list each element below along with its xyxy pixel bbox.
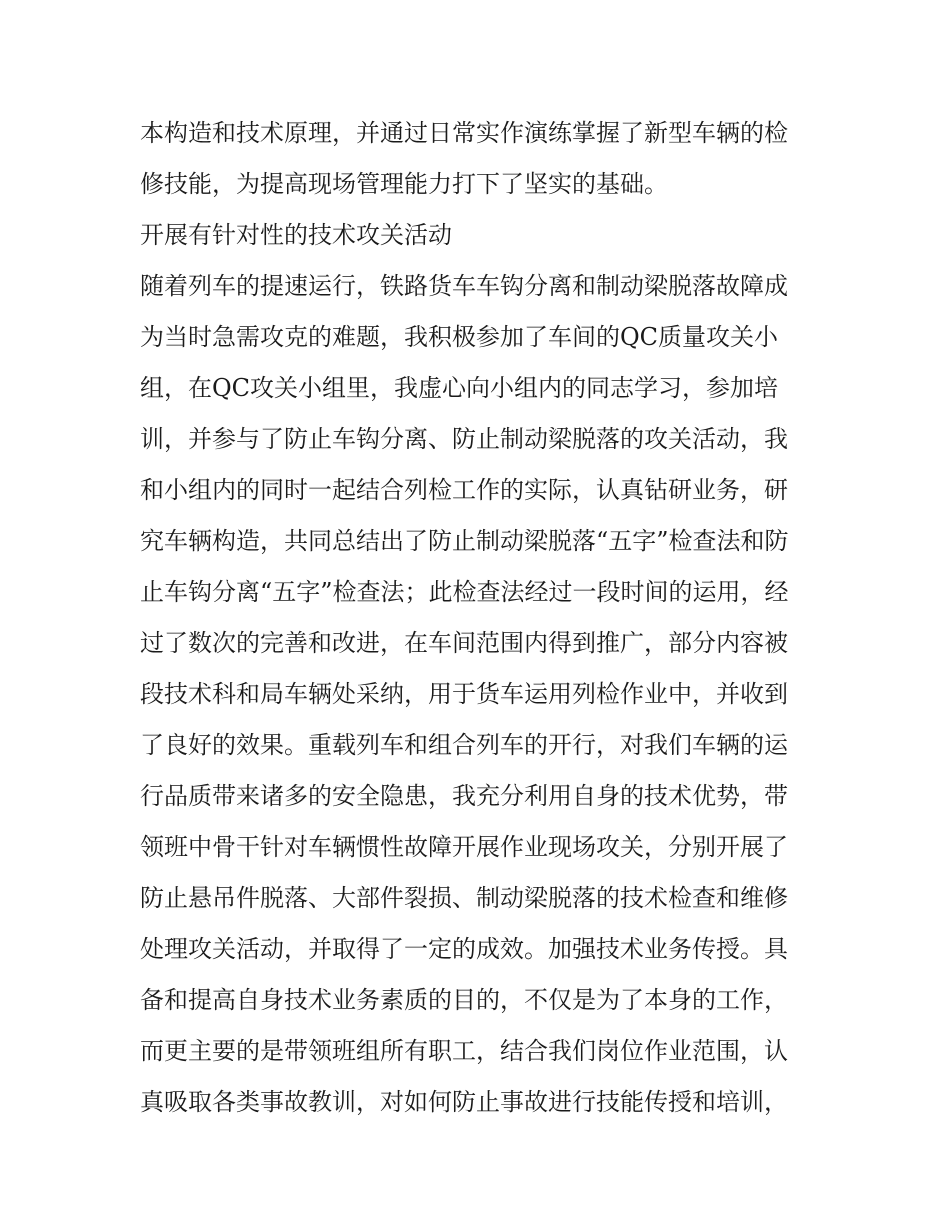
section-heading: 开展有针对性的技术攻关活动 bbox=[140, 221, 452, 249]
text-line: 随着列车的提速运行，铁路货车车钩分离和制动梁脱落故障成 bbox=[140, 272, 788, 300]
text-line: 组，在QC攻关小组里，我虚心向小组内的同志学习，参加培 bbox=[140, 374, 779, 402]
text-line: 真吸取各类事故教训，对如何防止事故进行技能传授和培训， bbox=[140, 1088, 788, 1116]
text-line: 而更主要的是带领班组所有职工，结合我们岗位作业范围，认 bbox=[140, 1037, 788, 1065]
text-line: 处理攻关活动，并取得了一定的成效。加强技术业务传授。具 bbox=[140, 935, 788, 963]
text-line: 为当时急需攻克的难题，我积极参加了车间的QC质量攻关小 bbox=[140, 323, 779, 351]
text-line: 防止悬吊件脱落、大部件裂损、制动梁脱落的技术检查和维修 bbox=[140, 884, 788, 912]
text-line: 过了数次的完善和改进，在车间范围内得到推广，部分内容被 bbox=[140, 629, 788, 657]
text-line: 本构造和技术原理，并通过日常实作演练掌握了新型车辆的检 bbox=[140, 119, 788, 147]
text-line: 行品质带来诸多的安全隐患，我充分利用自身的技术优势，带 bbox=[140, 782, 788, 810]
text-line: 和小组内的同时一起结合列检工作的实际，认真钻研业务，研 bbox=[140, 476, 788, 504]
text-line: 段技术科和局车辆处采纳，用于货车运用列检作业中，并收到 bbox=[140, 680, 788, 708]
text-line: 修技能，为提高现场管理能力打下了坚实的基础。 bbox=[140, 170, 668, 198]
text-line: 止车钩分离“五字”检查法；此检查法经过一段时间的运用，经 bbox=[140, 578, 789, 606]
text-line: 备和提高自身技术业务素质的目的，不仅是为了本身的工作， bbox=[140, 986, 788, 1014]
text-line: 领班中骨干针对车辆惯性故障开展作业现场攻关，分别开展了 bbox=[140, 833, 788, 861]
body-text bbox=[140, 108, 820, 1128]
text-line: 了良好的效果。重载列车和组合列车的开行，对我们车辆的运 bbox=[140, 731, 788, 759]
text-line: 究车辆构造，共同总结出了防止制动梁脱落“五字”检查法和防 bbox=[140, 527, 789, 555]
text-line: 训，并参与了防止车钩分离、防止制动梁脱落的攻关活动，我 bbox=[140, 425, 788, 453]
